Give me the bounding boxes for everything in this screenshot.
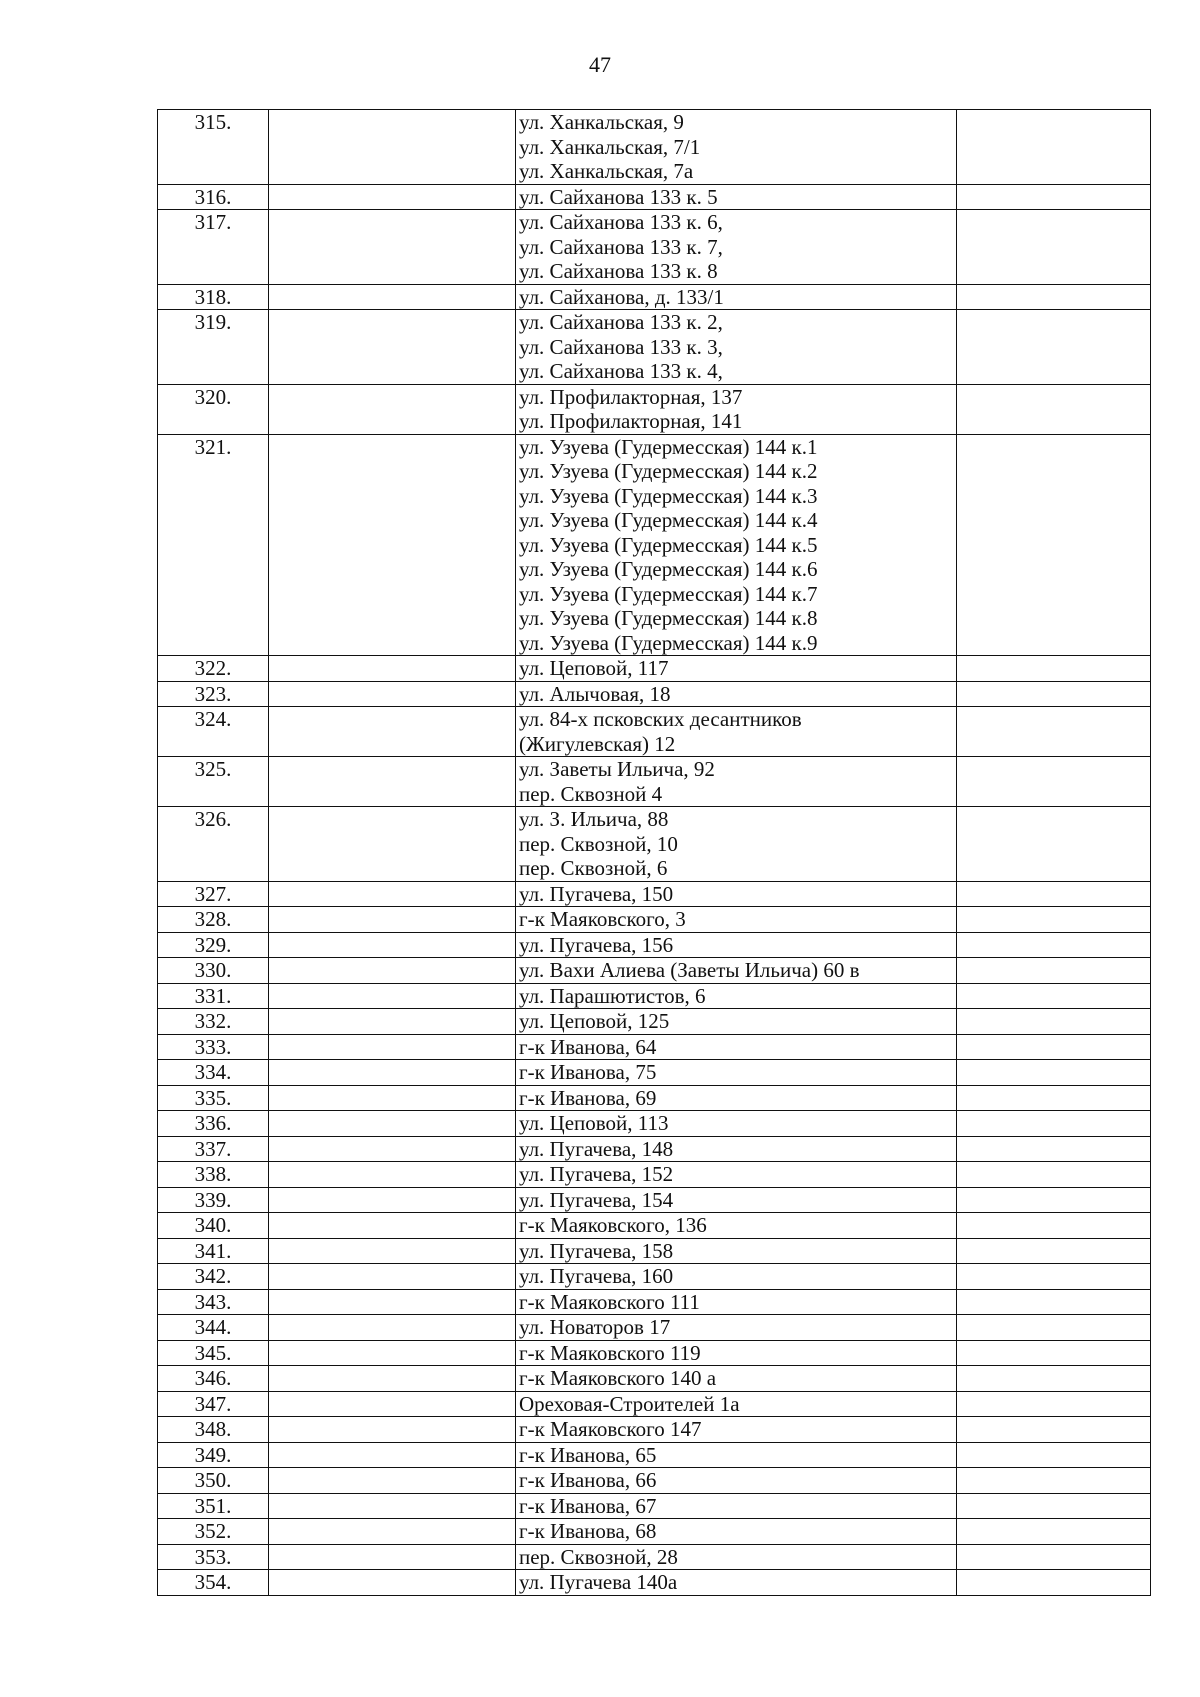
empty-cell — [957, 1315, 1151, 1341]
table-row — [158, 1570, 1151, 1596]
address-line: ул. Узуева (Гудермесская) 144 к.1 — [519, 434, 818, 459]
empty-cell — [957, 1060, 1151, 1086]
empty-cell — [269, 1187, 516, 1213]
table-row — [158, 1391, 1151, 1417]
address-line: ул. Парашютистов, 6 — [519, 983, 706, 1008]
empty-cell — [957, 707, 1151, 757]
address-cell — [516, 1238, 957, 1264]
row-number-cell: 337. — [158, 1136, 269, 1162]
row-number-cell: 334. — [158, 1060, 269, 1086]
row-number-cell: 342. — [158, 1264, 269, 1290]
table-row — [158, 1493, 1151, 1519]
address-cell — [516, 681, 957, 707]
row-number-cell: 323. — [158, 681, 269, 707]
address-line: г-к Маяковского 140 а — [519, 1366, 717, 1390]
address-line: ул. Узуева (Гудермесская) 144 к.3 — [519, 483, 818, 508]
table-row — [158, 1366, 1151, 1392]
empty-cell — [957, 983, 1151, 1009]
address-line: г-к Маяковского, 3 — [519, 907, 686, 931]
address-cell — [516, 1468, 957, 1494]
row-number-cell: 354. — [158, 1570, 269, 1596]
address-line: ул. Ханкальская, 7а — [519, 159, 694, 183]
row-number-cell: 328. — [158, 907, 269, 933]
empty-cell — [269, 1442, 516, 1468]
row-number-cell: 344. — [158, 1315, 269, 1341]
address-cell — [516, 807, 957, 882]
address-line: г-к Маяковского 119 — [519, 1340, 701, 1365]
table-row — [158, 384, 1151, 434]
empty-cell — [269, 1468, 516, 1494]
table-row — [158, 1289, 1151, 1315]
empty-cell — [957, 1009, 1151, 1035]
row-number-cell: 321. — [158, 434, 269, 656]
empty-cell — [269, 1264, 516, 1290]
table-row — [158, 1417, 1151, 1443]
address-cell — [516, 757, 957, 807]
empty-cell — [269, 932, 516, 958]
table-row — [158, 958, 1151, 984]
table-row — [158, 1111, 1151, 1137]
address-cell — [516, 1162, 957, 1188]
table-row — [158, 983, 1151, 1009]
address-line: ул. Пугачева, 152 — [519, 1162, 674, 1186]
address-line: ул. Сайханова 133 к. 4, — [519, 359, 723, 383]
address-line: ул. Сайханова 133 к. 6, — [519, 210, 723, 234]
empty-cell — [957, 958, 1151, 984]
empty-cell — [269, 1493, 516, 1519]
table-row — [158, 757, 1151, 807]
empty-cell — [269, 1060, 516, 1086]
empty-cell — [269, 1570, 516, 1596]
empty-cell — [957, 384, 1151, 434]
address-line: ул. Пугачева, 156 — [519, 932, 674, 957]
address-line: ул. Профилакторная, 137 — [519, 384, 743, 409]
row-number-cell: 338. — [158, 1162, 269, 1188]
address-cell — [516, 1289, 957, 1315]
table-row — [158, 434, 1151, 656]
empty-cell — [957, 1519, 1151, 1545]
row-number-cell: 352. — [158, 1519, 269, 1545]
empty-cell — [269, 210, 516, 285]
empty-cell — [957, 1544, 1151, 1570]
address-line: пер. Сквозной, 10 — [519, 831, 678, 856]
empty-cell — [269, 1544, 516, 1570]
address-line: Ореховая-Строителей 1а — [519, 1391, 740, 1416]
row-number-cell: 353. — [158, 1544, 269, 1570]
empty-cell — [957, 1136, 1151, 1162]
address-line: ул. Пугачева, 158 — [519, 1238, 674, 1263]
address-cell — [516, 707, 957, 757]
empty-cell — [269, 284, 516, 310]
table-row — [158, 210, 1151, 285]
address-line: ул. Пугачева, 154 — [519, 1187, 674, 1212]
empty-cell — [269, 1034, 516, 1060]
table-row — [158, 1238, 1151, 1264]
address-cell — [516, 881, 957, 907]
address-line: г-к Иванова, 67 — [519, 1493, 657, 1518]
address-line: г-к Иванова, 68 — [519, 1519, 657, 1543]
table-row — [158, 1060, 1151, 1086]
address-line: ул. Ханкальская, 9 — [519, 110, 684, 134]
empty-cell — [269, 1085, 516, 1111]
address-cell — [516, 1544, 957, 1570]
address-line: ул. Узуева (Гудермесская) 144 к.6 — [519, 557, 818, 581]
row-number-cell: 331. — [158, 983, 269, 1009]
empty-cell — [269, 1417, 516, 1443]
empty-cell — [957, 881, 1151, 907]
address-line: г-к Иванова, 65 — [519, 1442, 657, 1467]
empty-cell — [269, 1111, 516, 1137]
address-cell — [516, 983, 957, 1009]
empty-cell — [269, 907, 516, 933]
address-line: ул. Новаторов 17 — [519, 1315, 671, 1339]
table-row — [158, 1085, 1151, 1111]
address-line: г-к Иванова, 64 — [519, 1034, 657, 1059]
empty-cell — [269, 310, 516, 385]
empty-cell — [957, 1468, 1151, 1494]
address-cell — [516, 958, 957, 984]
address-cell — [516, 1213, 957, 1239]
table-row — [158, 1442, 1151, 1468]
address-line: ул. Сайханова 133 к. 8 — [519, 259, 718, 283]
address-cell — [516, 434, 957, 656]
address-cell — [516, 210, 957, 285]
row-number-cell: 329. — [158, 932, 269, 958]
row-number-cell: 333. — [158, 1034, 269, 1060]
table-row — [158, 310, 1151, 385]
table-row — [158, 1213, 1151, 1239]
empty-cell — [957, 1264, 1151, 1290]
empty-cell — [269, 1519, 516, 1545]
empty-cell — [957, 807, 1151, 882]
address-line: ул. Профилакторная, 141 — [519, 409, 743, 433]
empty-cell — [957, 184, 1151, 210]
table-row — [158, 1468, 1151, 1494]
address-line: ул. Узуева (Гудермесская) 144 к.9 — [519, 630, 818, 655]
empty-cell — [957, 1111, 1151, 1137]
table-row — [158, 1264, 1151, 1290]
empty-cell — [269, 983, 516, 1009]
empty-cell — [957, 1162, 1151, 1188]
row-number-cell: 346. — [158, 1366, 269, 1392]
empty-cell — [269, 656, 516, 682]
address-cell — [516, 1187, 957, 1213]
address-line: ул. Сайханова, д. 133/1 — [519, 284, 724, 309]
table-body — [158, 110, 1151, 1596]
empty-cell — [957, 1213, 1151, 1239]
empty-cell — [269, 681, 516, 707]
empty-cell — [269, 110, 516, 185]
table-row — [158, 1162, 1151, 1188]
address-line: ул. Сайханова 133 к. 3, — [519, 334, 723, 359]
address-line: г-к Иванова, 69 — [519, 1085, 657, 1110]
address-line: ул. Заветы Ильича, 92 — [519, 757, 715, 781]
empty-cell — [269, 184, 516, 210]
table-row — [158, 707, 1151, 757]
empty-cell — [957, 1289, 1151, 1315]
table-row — [158, 1315, 1151, 1341]
table-row — [158, 881, 1151, 907]
empty-cell — [269, 1213, 516, 1239]
address-line: ул. Цеповой, 113 — [519, 1111, 669, 1135]
table-row — [158, 932, 1151, 958]
address-cell — [516, 1391, 957, 1417]
empty-cell — [269, 881, 516, 907]
address-table — [157, 109, 1151, 1596]
address-cell — [516, 384, 957, 434]
address-cell — [516, 1111, 957, 1137]
row-number-cell: 347. — [158, 1391, 269, 1417]
address-line: ул. Сайханова 133 к. 5 — [519, 184, 718, 209]
address-line: ул. Вахи Алиева (Заветы Ильича) 60 в — [519, 958, 860, 982]
address-line: ул. Узуева (Гудермесская) 144 к.8 — [519, 606, 818, 630]
row-number-cell: 318. — [158, 284, 269, 310]
address-cell — [516, 1009, 957, 1035]
empty-cell — [957, 1238, 1151, 1264]
empty-cell — [957, 656, 1151, 682]
row-number-cell: 349. — [158, 1442, 269, 1468]
address-line: ул. Пугачева, 150 — [519, 881, 674, 906]
row-number-cell: 327. — [158, 881, 269, 907]
address-line: ул. Сайханова 133 к. 7, — [519, 234, 723, 259]
address-cell — [516, 1570, 957, 1596]
row-number-cell: 339. — [158, 1187, 269, 1213]
empty-cell — [957, 932, 1151, 958]
empty-cell — [957, 1493, 1151, 1519]
empty-cell — [957, 681, 1151, 707]
row-number-cell: 340. — [158, 1213, 269, 1239]
empty-cell — [957, 284, 1151, 310]
table-row — [158, 110, 1151, 185]
address-cell — [516, 907, 957, 933]
empty-cell — [957, 310, 1151, 385]
address-cell — [516, 1085, 957, 1111]
empty-cell — [957, 1340, 1151, 1366]
empty-cell — [957, 1442, 1151, 1468]
address-cell — [516, 1366, 957, 1392]
empty-cell — [269, 1315, 516, 1341]
empty-cell — [269, 1366, 516, 1392]
table-row — [158, 807, 1151, 882]
empty-cell — [269, 384, 516, 434]
empty-cell — [957, 1085, 1151, 1111]
empty-cell — [957, 1391, 1151, 1417]
address-line: ул. Ханкальская, 7/1 — [519, 134, 701, 159]
address-line: г-к Маяковского 111 — [519, 1289, 700, 1314]
address-line: ул. Пугачева, 160 — [519, 1264, 674, 1288]
empty-cell — [957, 110, 1151, 185]
table-row — [158, 1187, 1151, 1213]
empty-cell — [269, 757, 516, 807]
address-line: г-к Маяковского 147 — [519, 1417, 702, 1441]
empty-cell — [269, 807, 516, 882]
address-cell — [516, 310, 957, 385]
row-number-cell: 336. — [158, 1111, 269, 1137]
address-line: г-к Иванова, 66 — [519, 1468, 657, 1492]
row-number-cell: 341. — [158, 1238, 269, 1264]
address-line: ул. Цеповой, 125 — [519, 1009, 670, 1033]
address-cell — [516, 1340, 957, 1366]
empty-cell — [269, 1391, 516, 1417]
table-row — [158, 1136, 1151, 1162]
address-cell — [516, 1519, 957, 1545]
empty-cell — [957, 757, 1151, 807]
row-number-cell: 319. — [158, 310, 269, 385]
address-line: пер. Сквозной, 28 — [519, 1544, 678, 1569]
row-number-cell: 332. — [158, 1009, 269, 1035]
table-row — [158, 284, 1151, 310]
row-number-cell: 325. — [158, 757, 269, 807]
address-cell — [516, 1493, 957, 1519]
empty-cell — [269, 1289, 516, 1315]
row-number-cell: 326. — [158, 807, 269, 882]
address-line: ул. Узуева (Гудермесская) 144 к.7 — [519, 581, 818, 606]
empty-cell — [269, 1009, 516, 1035]
address-line: пер. Сквозной 4 — [519, 781, 663, 806]
address-line: г-к Иванова, 75 — [519, 1060, 657, 1084]
empty-cell — [269, 434, 516, 656]
address-cell — [516, 1136, 957, 1162]
empty-cell — [957, 907, 1151, 933]
row-number-cell: 320. — [158, 384, 269, 434]
row-number-cell: 317. — [158, 210, 269, 285]
address-cell — [516, 932, 957, 958]
empty-cell — [269, 1340, 516, 1366]
empty-cell — [269, 958, 516, 984]
table-row — [158, 1340, 1151, 1366]
address-line: ул. Алычовая, 18 — [519, 681, 671, 706]
address-line: ул. 84-х псковских десантников — [519, 707, 802, 731]
address-cell — [516, 184, 957, 210]
address-line: ул. Сайханова 133 к. 2, — [519, 310, 723, 334]
empty-cell — [957, 1417, 1151, 1443]
table-row — [158, 1544, 1151, 1570]
empty-cell — [269, 1162, 516, 1188]
address-cell — [516, 1315, 957, 1341]
table-row — [158, 1519, 1151, 1545]
row-number-cell: 345. — [158, 1340, 269, 1366]
empty-cell — [957, 1187, 1151, 1213]
address-line: ул. Пугачева 140а — [519, 1570, 678, 1594]
empty-cell — [957, 434, 1151, 656]
address-line: ул. Узуева (Гудермесская) 144 к.5 — [519, 532, 818, 557]
address-line: г-к Маяковского, 136 — [519, 1213, 707, 1237]
table-row — [158, 1034, 1151, 1060]
row-number-cell: 315. — [158, 110, 269, 185]
row-number-cell: 350. — [158, 1468, 269, 1494]
address-cell — [516, 284, 957, 310]
address-cell — [516, 1417, 957, 1443]
empty-cell — [957, 210, 1151, 285]
address-cell — [516, 1264, 957, 1290]
page-number: 47 — [589, 52, 611, 77]
empty-cell — [269, 1238, 516, 1264]
row-number-cell: 351. — [158, 1493, 269, 1519]
empty-cell — [269, 707, 516, 757]
address-line: ул. Пугачева, 148 — [519, 1136, 674, 1161]
address-cell — [516, 110, 957, 185]
address-cell — [516, 1442, 957, 1468]
table-row — [158, 656, 1151, 682]
row-number-cell: 324. — [158, 707, 269, 757]
address-cell — [516, 1060, 957, 1086]
address-line: пер. Сквозной, 6 — [519, 856, 668, 880]
empty-cell — [957, 1570, 1151, 1596]
empty-cell — [957, 1366, 1151, 1392]
address-line: ул. Узуева (Гудермесская) 144 к.2 — [519, 459, 818, 483]
address-line: (Жигулевская) 12 — [519, 731, 676, 756]
row-number-cell: 316. — [158, 184, 269, 210]
row-number-cell: 335. — [158, 1085, 269, 1111]
row-number-cell: 322. — [158, 656, 269, 682]
address-line: ул. Цеповой, 117 — [519, 656, 669, 680]
address-cell — [516, 1034, 957, 1060]
table-row — [158, 184, 1151, 210]
table-row — [158, 681, 1151, 707]
empty-cell — [269, 1136, 516, 1162]
row-number-cell: 348. — [158, 1417, 269, 1443]
row-number-cell: 330. — [158, 958, 269, 984]
table-row — [158, 907, 1151, 933]
address-line: ул. З. Ильича, 88 — [519, 807, 669, 831]
table-row — [158, 1009, 1151, 1035]
address-cell — [516, 656, 957, 682]
address-line: ул. Узуева (Гудермесская) 144 к.4 — [519, 508, 818, 532]
row-number-cell: 343. — [158, 1289, 269, 1315]
empty-cell — [957, 1034, 1151, 1060]
